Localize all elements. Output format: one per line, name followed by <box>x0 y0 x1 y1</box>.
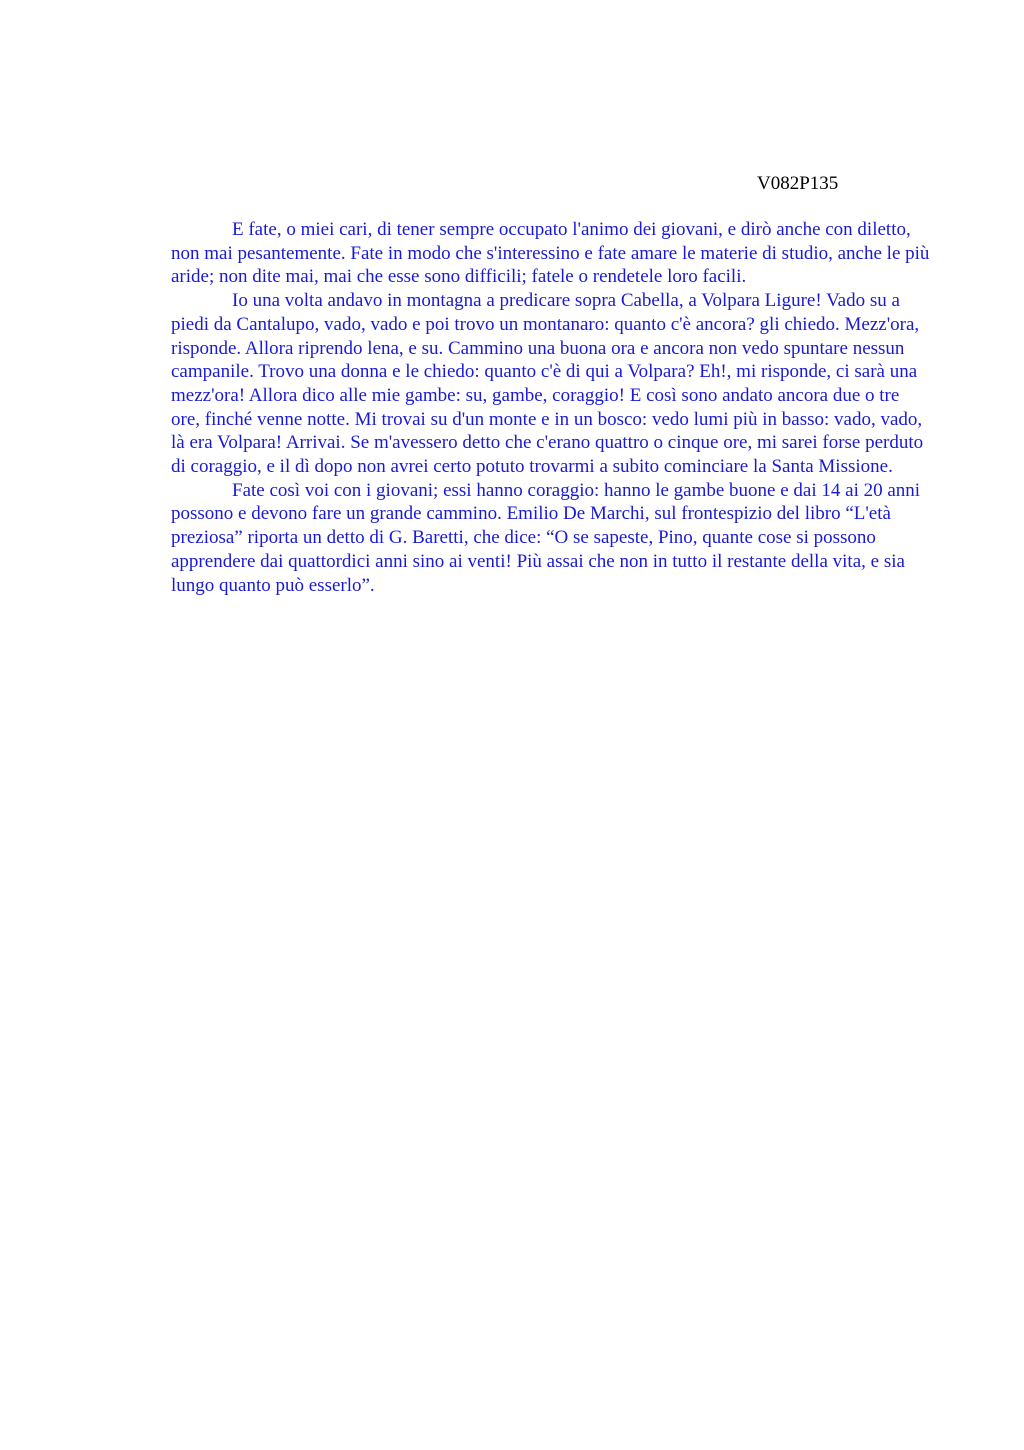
page-code: V082P135 <box>757 173 839 194</box>
paragraph: E fate, o miei cari, di tener sempre occupato l'animo dei giovani, e dirò anche con diletto, non mai pesantemente. Fate in modo che s'interessino e fate amare le materie di studio, anche le più aride; non dite mai, mai che esse sono difficili; fatele o rendetele loro facili. <box>171 219 930 288</box>
paragraph: Io una volta andavo in montagna a predicare sopra Cabella, a Volpara Ligure! Vado su a piedi da Cantalupo, vado, vado e poi trovo un montanaro: quanto c'è ancora? gli chiedo. Mezz'ora, risponde. Allora riprendo lena, e su. Cammino una buona ora e ancora non vedo spuntare nessun campanile. Trovo una donna e le chiedo: quanto c'è di qui a Volpara? Eh!, mi risponde, ci sarà una mezz'ora! Allora dico alle mie gambe: su, gambe, coraggio! E così sono andato ancora due o tre ore, finché venne notte. Mi trovai su d'un monte e in un bosco: vedo lumi più in basso: vado, vado, là era Volpara! Arrivai. Se m'avessero detto che c'erano quattro o cinque ore, mi sarei forse perduto di coraggio, e il dì dopo non avrei certo potuto trovarmi a subito cominciare la Santa Missione. <box>171 290 924 478</box>
paragraph: Fate così voi con i giovani; essi hanno coraggio: hanno le gambe buone e dai 14 ai 20 anni possono e devono fare un grande cammino. Emilio De Marchi, sul frontespizio del libro “L'età preziosa” riporta un detto di G. Baretti, che dice: “O se sapeste, Pino, quante cose si possono apprendere dai quattordici anni sino ai venti! Più assai che non in tutto il restante della vita, e sia lungo quanto può esserlo”. <box>171 479 921 596</box>
body-text <box>171 218 931 597</box>
